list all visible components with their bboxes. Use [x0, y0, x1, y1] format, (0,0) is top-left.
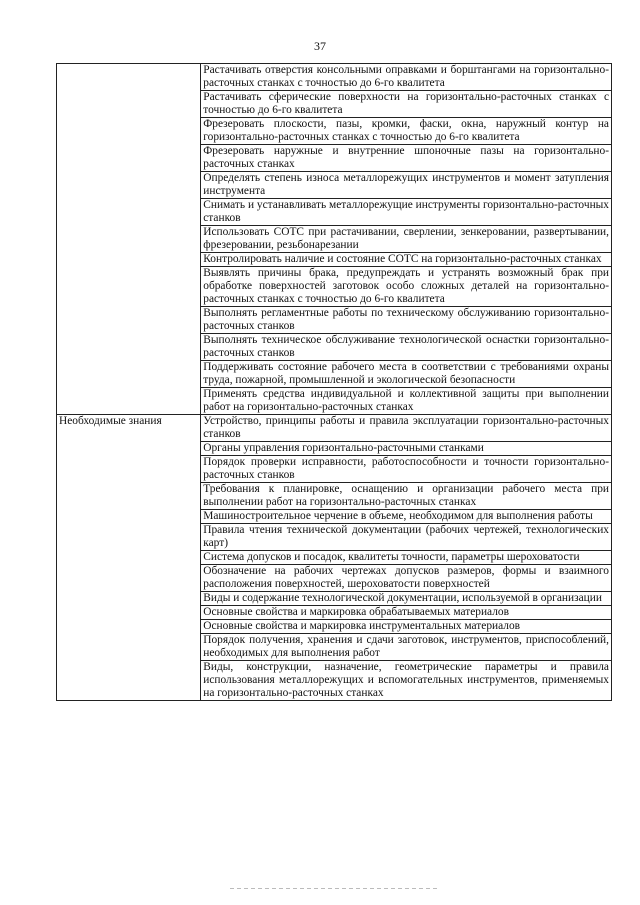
- skills-item: Растачивать сферические поверхности на горизонтально-расточных станках с точностью до 6-го квалитета: [201, 91, 612, 118]
- knowledge-item: Основные свойства и маркировка обрабатываемых материалов: [201, 606, 612, 620]
- skills-item: Фрезеровать наружные и внутренние шпоночные пазы на горизонтально-расточных станках: [201, 145, 612, 172]
- page-number: 37: [314, 39, 326, 53]
- skills-item: Применять средства индивидуальной и коллективной защиты при выполнении работ на горизонтально-расточных станках: [201, 388, 612, 415]
- skills-row: [57, 64, 612, 91]
- knowledge-item: Органы управления горизонтально-расточными станками: [201, 442, 612, 456]
- knowledge-item: Виды, конструкции, назначение, геометрические параметры и правила использования металлорежущих и вспомогательных инструментов, применяемых на горизонтально-расточных станках: [201, 661, 612, 701]
- knowledge-item: Требования к планировке, оснащению и организации рабочего места при выполнении работ на горизонтально-расточных станках: [201, 483, 612, 510]
- knowledge-item: Устройство, принципы работы и правила эксплуатации горизонтально-расточных станков: [201, 415, 612, 442]
- skills-item: Определять степень износа металлорежущих инструментов и момент затупления инструмента: [201, 172, 612, 199]
- skills-item: Использовать СОТС при растачивании, сверлении, зенкеровании, развертывании, фрезеровании, резьбонарезании: [201, 226, 612, 253]
- knowledge-item: Порядок проверки исправности, работоспособности и точности горизонтально-расточных станков: [201, 456, 612, 483]
- knowledge-item: Обозначение на рабочих чертежах допусков размеров, формы и взаимного расположения поверхностей, шероховатости поверхностей: [201, 565, 612, 592]
- knowledge-section-label: Необходимые знания: [57, 415, 201, 701]
- knowledge-item: Виды и содержание технологической документации, используемой в организации: [201, 592, 612, 606]
- table-body: [57, 64, 612, 701]
- knowledge-item: Машиностроительное черчение в объеме, необходимом для выполнения работы: [201, 510, 612, 524]
- competency-table: [56, 63, 612, 701]
- knowledge-item: Основные свойства и маркировка инструментальных материалов: [201, 620, 612, 634]
- skills-item: Контролировать наличие и состояние СОТС на горизонтально-расточных станках: [201, 253, 612, 267]
- skills-item: Выявлять причины брака, предупреждать и устранять возможный брак при обработке поверхностей заготовок особо сложных деталей на горизонтально-расточных станках с точностью до 6-го квалитета: [201, 267, 612, 307]
- skills-item: Фрезеровать плоскости, пазы, кромки, фаски, окна, наружный контур на горизонтально-расточных станках с точностью до 6-го квалитета: [201, 118, 612, 145]
- knowledge-item: Правила чтения технической документации (рабочих чертежей, технологических карт): [201, 524, 612, 551]
- skills-item: Растачивать отверстия консольными оправками и борштангами на горизонтально-расточных станках с точностью до 6-го квалитета: [201, 64, 612, 91]
- skills-section-label: [57, 64, 201, 415]
- skills-item: Выполнять техническое обслуживание технологической оснастки горизонтально-расточных станков: [201, 334, 612, 361]
- knowledge-item: Порядок получения, хранения и сдачи заготовок, инструментов, приспособлений, необходимых для выполнения работ: [201, 634, 612, 661]
- knowledge-item: Система допусков и посадок, квалитеты точности, параметры шероховатости: [201, 551, 612, 565]
- skills-item: Снимать и устанавливать металлорежущие инструменты горизонтально-расточных станков: [201, 199, 612, 226]
- knowledge-row: [57, 415, 612, 442]
- scan-artifact-line: [230, 888, 440, 889]
- skills-item: Выполнять регламентные работы по техническому обслуживанию горизонтально-расточных станков: [201, 307, 612, 334]
- skills-item: Поддерживать состояние рабочего места в соответствии с требованиями охраны труда, пожарной, промышленной и экологической безопасности: [201, 361, 612, 388]
